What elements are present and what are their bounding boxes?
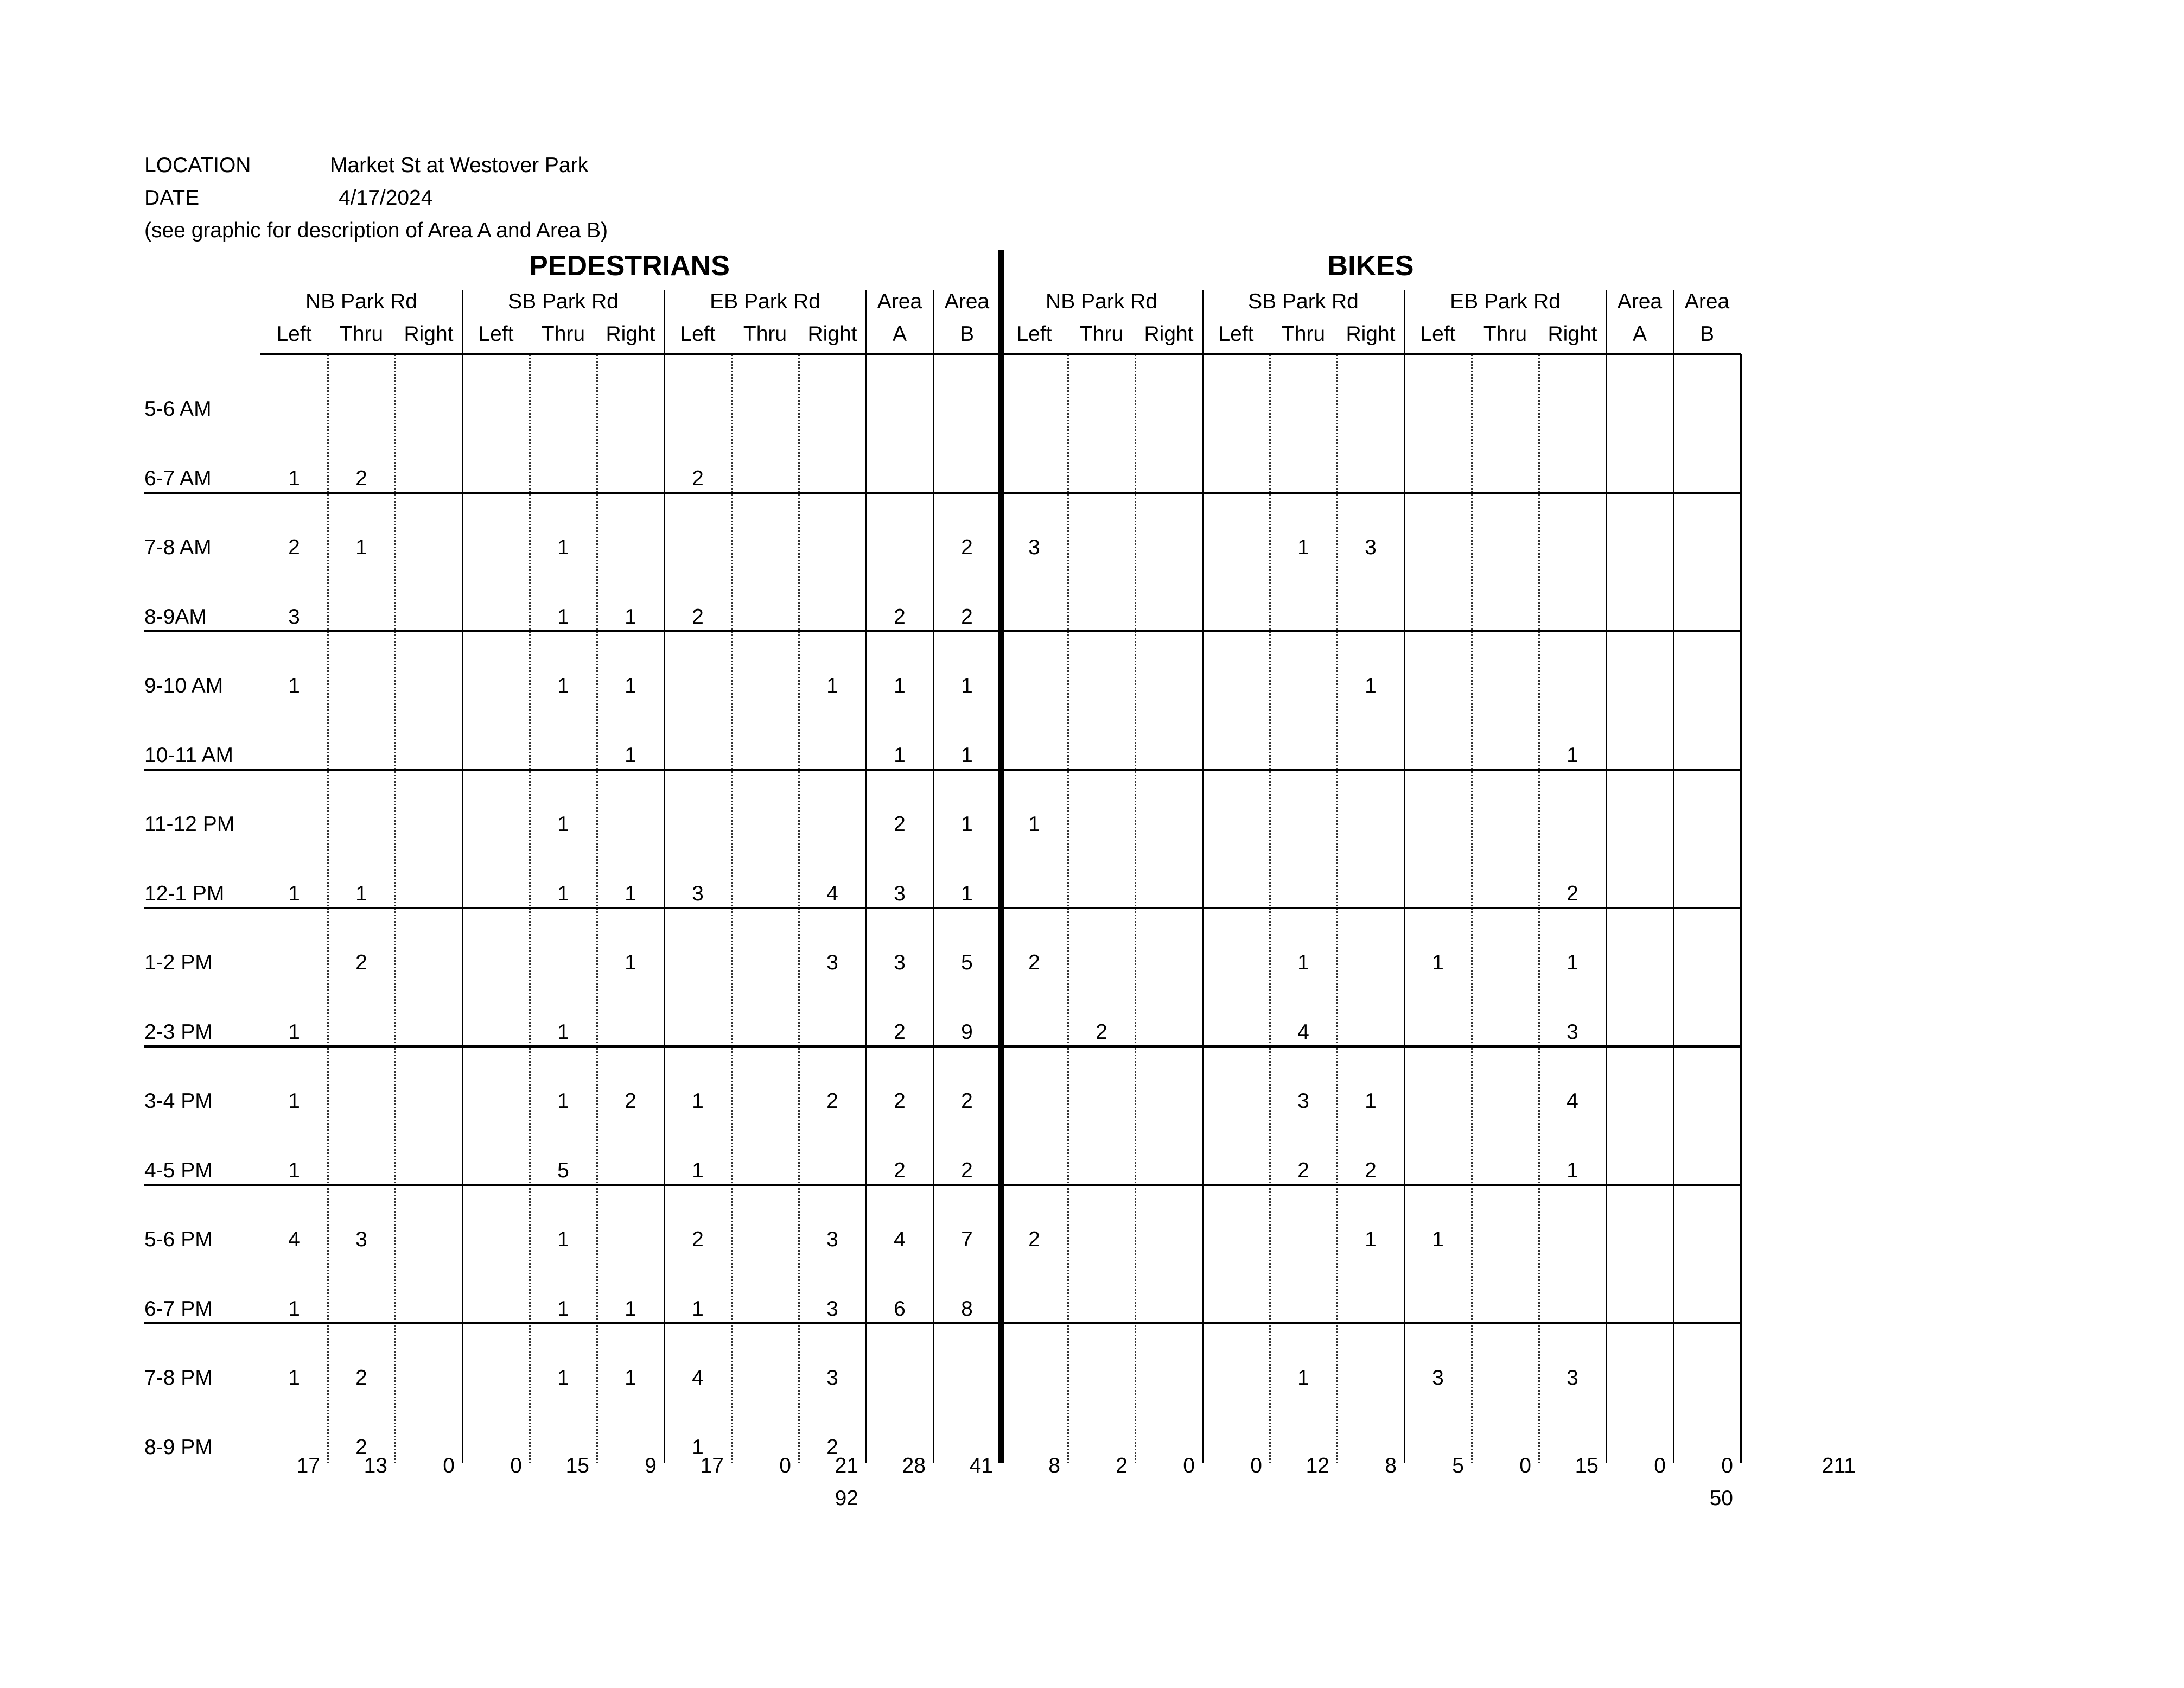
- column-total: 21: [835, 1454, 858, 1477]
- pedestrians-title: PEDESTRIANS: [529, 250, 730, 282]
- row-pair-divider: [144, 1184, 1741, 1186]
- column-total: 0: [1721, 1454, 1733, 1477]
- count-cell: 1: [1365, 1228, 1377, 1251]
- row-time-label: 6-7 AM: [144, 466, 212, 490]
- column-total: 2: [1116, 1454, 1128, 1477]
- column-header: B: [1699, 322, 1715, 346]
- count-cell: 1: [1432, 951, 1444, 974]
- column-header: Right: [807, 322, 857, 346]
- count-cell: 5: [557, 1158, 569, 1182]
- row-pair-divider: [144, 1045, 1741, 1048]
- count-cell: 1: [625, 951, 636, 974]
- bike-group-nb-park-rd: NB Park Rd: [1046, 290, 1157, 313]
- count-cell: 1: [1365, 1089, 1377, 1113]
- count-cell: 2: [826, 1089, 838, 1113]
- column-total: 8: [1385, 1454, 1397, 1477]
- count-cell: 6: [894, 1297, 906, 1321]
- count-cell: 1: [692, 1435, 704, 1459]
- column-total: 0: [443, 1454, 455, 1477]
- ped-group-area-a: Area: [877, 290, 922, 313]
- count-cell: 3: [1567, 1366, 1578, 1389]
- count-cell: 1: [1567, 1158, 1578, 1182]
- count-cell: 3: [1432, 1366, 1444, 1389]
- column-header: Thru: [1483, 322, 1527, 346]
- count-cell: 1: [692, 1089, 704, 1113]
- count-cell: 4: [894, 1228, 906, 1251]
- section-divider: [998, 250, 1004, 1463]
- count-cell: 2: [1297, 1158, 1309, 1182]
- row-time-label: 4-5 PM: [144, 1158, 213, 1182]
- count-cell: 1: [557, 813, 569, 836]
- ped-group-eb-park-rd: EB Park Rd: [710, 290, 820, 313]
- count-cell: 2: [894, 1089, 906, 1113]
- count-cell: 1: [826, 674, 838, 697]
- count-cell: 1: [288, 1020, 300, 1044]
- column-header: Left: [478, 322, 514, 346]
- bikes-subtotal: 50: [1709, 1487, 1733, 1510]
- count-cell: 1: [557, 1366, 569, 1389]
- row-pair-divider: [144, 1322, 1741, 1324]
- row-time-label: 6-7 PM: [144, 1297, 213, 1321]
- column-total: 0: [1250, 1454, 1262, 1477]
- count-cell: 3: [692, 881, 704, 905]
- count-cell: 3: [826, 1366, 838, 1389]
- count-cell: 1: [625, 1297, 636, 1321]
- count-cell: 2: [355, 466, 367, 490]
- group-divider: [933, 290, 934, 354]
- column-total: 0: [1519, 1454, 1531, 1477]
- count-cell: 2: [1567, 881, 1578, 905]
- count-cell: 1: [557, 881, 569, 905]
- count-cell: 2: [355, 1435, 367, 1459]
- count-cell: 1: [557, 1228, 569, 1251]
- row-time-label: 1-2 PM: [144, 951, 213, 974]
- row-pair-divider: [144, 769, 1741, 771]
- group-divider: [1404, 290, 1405, 354]
- count-cell: 2: [961, 1158, 973, 1182]
- row-time-label: 8-9 PM: [144, 1435, 213, 1459]
- pedestrians-subtotal: 92: [835, 1487, 858, 1510]
- date-value: 4/17/2024: [339, 186, 433, 210]
- column-total: 17: [700, 1454, 724, 1477]
- count-cell: 1: [557, 1297, 569, 1321]
- count-cell: 2: [894, 813, 906, 836]
- count-cell: 2: [355, 951, 367, 974]
- group-divider: [1673, 290, 1674, 354]
- ped-group-sb-park-rd: SB Park Rd: [508, 290, 619, 313]
- count-cell: 2: [1096, 1020, 1107, 1044]
- count-cell: 2: [692, 605, 704, 629]
- count-cell: 1: [1432, 1228, 1444, 1251]
- count-cell: 1: [288, 1297, 300, 1321]
- count-cell: 1: [625, 881, 636, 905]
- count-cell: 2: [625, 1089, 636, 1113]
- row-time-label: 3-4 PM: [144, 1089, 213, 1113]
- column-total: 28: [902, 1454, 926, 1477]
- column-header: Right: [404, 322, 454, 346]
- row-time-label: 5-6 AM: [144, 397, 212, 421]
- count-cell: 1: [1297, 536, 1309, 559]
- count-cell: 1: [1567, 743, 1578, 767]
- column-total: 0: [1654, 1454, 1666, 1477]
- count-cell: 1: [355, 536, 367, 559]
- count-cell: 3: [894, 881, 906, 905]
- ped-group-nb-park-rd: NB Park Rd: [305, 290, 417, 313]
- count-cell: 1: [288, 1366, 300, 1389]
- count-cell: 1: [288, 466, 300, 490]
- row-time-label: 8-9AM: [144, 605, 207, 629]
- group-divider: [1606, 290, 1607, 354]
- column-header: Right: [1346, 322, 1396, 346]
- count-cell: 1: [1028, 813, 1040, 836]
- count-cell: 3: [826, 951, 838, 974]
- count-cell: 4: [1297, 1020, 1309, 1044]
- bike-group-area-b: Area: [1684, 290, 1730, 313]
- ped-group-area-b: Area: [944, 290, 990, 313]
- count-cell: 4: [288, 1228, 300, 1251]
- row-pair-divider: [144, 907, 1741, 909]
- count-cell: 9: [961, 1020, 973, 1044]
- column-total: 15: [1575, 1454, 1599, 1477]
- location-label: LOCATION: [144, 154, 251, 177]
- count-cell: 1: [288, 881, 300, 905]
- column-total: 0: [510, 1454, 522, 1477]
- count-cell: 2: [826, 1435, 838, 1459]
- column-header: Left: [1016, 322, 1052, 346]
- date-label: DATE: [144, 186, 200, 210]
- column-total: 9: [645, 1454, 657, 1477]
- count-cell: 2: [692, 1228, 704, 1251]
- column-header: A: [892, 322, 907, 346]
- count-cell: 1: [288, 1158, 300, 1182]
- count-cell: 1: [692, 1297, 704, 1321]
- count-cell: 2: [961, 536, 973, 559]
- bike-group-sb-park-rd: SB Park Rd: [1248, 290, 1359, 313]
- count-cell: 1: [961, 813, 973, 836]
- count-cell: 4: [1567, 1089, 1578, 1113]
- column-header: Left: [680, 322, 716, 346]
- count-cell: 1: [625, 743, 636, 767]
- column-total: 41: [969, 1454, 993, 1477]
- area-note: (see graphic for description of Area A and Area B): [144, 219, 608, 242]
- count-cell: 1: [1567, 951, 1578, 974]
- count-cell: 1: [961, 881, 973, 905]
- count-cell: 3: [355, 1228, 367, 1251]
- grand-total: 211: [1822, 1454, 1856, 1477]
- count-cell: 1: [557, 536, 569, 559]
- column-header: Right: [1548, 322, 1597, 346]
- count-cell: 2: [894, 1158, 906, 1182]
- count-cell: 2: [961, 1089, 973, 1113]
- count-cell: 4: [692, 1366, 704, 1389]
- count-cell: 1: [288, 674, 300, 697]
- column-total: 0: [1183, 1454, 1195, 1477]
- group-divider: [462, 290, 463, 354]
- count-cell: 3: [1365, 536, 1377, 559]
- bikes-title: BIKES: [1327, 250, 1414, 282]
- header-underline: [260, 353, 1741, 355]
- count-cell: 1: [961, 674, 973, 697]
- count-cell: 1: [692, 1158, 704, 1182]
- column-header: Thru: [743, 322, 787, 346]
- count-cell: 3: [1028, 536, 1040, 559]
- count-cell: 2: [894, 1020, 906, 1044]
- row-time-label: 2-3 PM: [144, 1020, 213, 1044]
- row-time-label: 12-1 PM: [144, 881, 225, 905]
- column-total: 5: [1452, 1454, 1464, 1477]
- column-header: Right: [1144, 322, 1194, 346]
- column-header: Thru: [339, 322, 384, 346]
- count-cell: 5: [961, 951, 973, 974]
- row-time-label: 10-11 AM: [144, 743, 234, 767]
- count-cell: 3: [826, 1228, 838, 1251]
- count-cell: 1: [625, 674, 636, 697]
- count-cell: 1: [1297, 951, 1309, 974]
- column-total: 0: [779, 1454, 791, 1477]
- row-time-label: 9-10 AM: [144, 674, 224, 697]
- count-cell: 3: [1567, 1020, 1578, 1044]
- count-cell: 2: [1365, 1158, 1377, 1182]
- count-cell: 1: [625, 1366, 636, 1389]
- row-time-label: 11-12 PM: [144, 813, 235, 836]
- row-time-label: 7-8 PM: [144, 1366, 213, 1389]
- column-total: 17: [296, 1454, 320, 1477]
- count-cell: 1: [557, 1089, 569, 1113]
- count-cell: 2: [894, 605, 906, 629]
- column-total: 13: [364, 1454, 387, 1477]
- count-cell: 1: [894, 674, 906, 697]
- group-divider: [664, 290, 665, 354]
- column-header: Left: [1218, 322, 1254, 346]
- count-cell: 1: [288, 1089, 300, 1113]
- count-cell: 2: [1028, 951, 1040, 974]
- count-cell: 4: [826, 881, 838, 905]
- count-cell: 2: [1028, 1228, 1040, 1251]
- count-cell: 3: [288, 605, 300, 629]
- column-header: A: [1632, 322, 1647, 346]
- column-total: 8: [1048, 1454, 1060, 1477]
- column-header: Thru: [1079, 322, 1124, 346]
- count-cell: 3: [826, 1297, 838, 1321]
- count-cell: 7: [961, 1228, 973, 1251]
- count-cell: 3: [894, 951, 906, 974]
- count-cell: 2: [692, 466, 704, 490]
- count-cell: 1: [961, 743, 973, 767]
- column-total: 15: [565, 1454, 589, 1477]
- group-divider: [865, 290, 867, 354]
- column-header: Thru: [541, 322, 585, 346]
- count-cell: 8: [961, 1297, 973, 1321]
- row-time-label: 5-6 PM: [144, 1228, 213, 1251]
- count-cell: 2: [961, 605, 973, 629]
- column-header: B: [959, 322, 975, 346]
- count-cell: 1: [1365, 674, 1377, 697]
- count-cell: 1: [557, 674, 569, 697]
- column-header: Left: [276, 322, 312, 346]
- bike-group-area-a: Area: [1617, 290, 1663, 313]
- count-cell: 1: [625, 605, 636, 629]
- row-time-label: 7-8 AM: [144, 536, 212, 559]
- group-divider: [1202, 290, 1204, 354]
- count-cell: 1: [557, 605, 569, 629]
- row-pair-divider: [144, 492, 1741, 494]
- count-cell: 2: [288, 536, 300, 559]
- bike-group-eb-park-rd: EB Park Rd: [1450, 290, 1561, 313]
- count-cell: 3: [1297, 1089, 1309, 1113]
- column-total: 12: [1306, 1454, 1329, 1477]
- count-cell: 1: [894, 743, 906, 767]
- count-cell: 1: [355, 881, 367, 905]
- count-cell: 2: [355, 1366, 367, 1389]
- column-header: Thru: [1281, 322, 1326, 346]
- column-header: Right: [606, 322, 655, 346]
- row-pair-divider: [144, 630, 1741, 632]
- count-cell: 1: [1297, 1366, 1309, 1389]
- count-cell: 1: [557, 1020, 569, 1044]
- column-header: Left: [1420, 322, 1456, 346]
- location-value: Market St at Westover Park: [330, 154, 589, 177]
